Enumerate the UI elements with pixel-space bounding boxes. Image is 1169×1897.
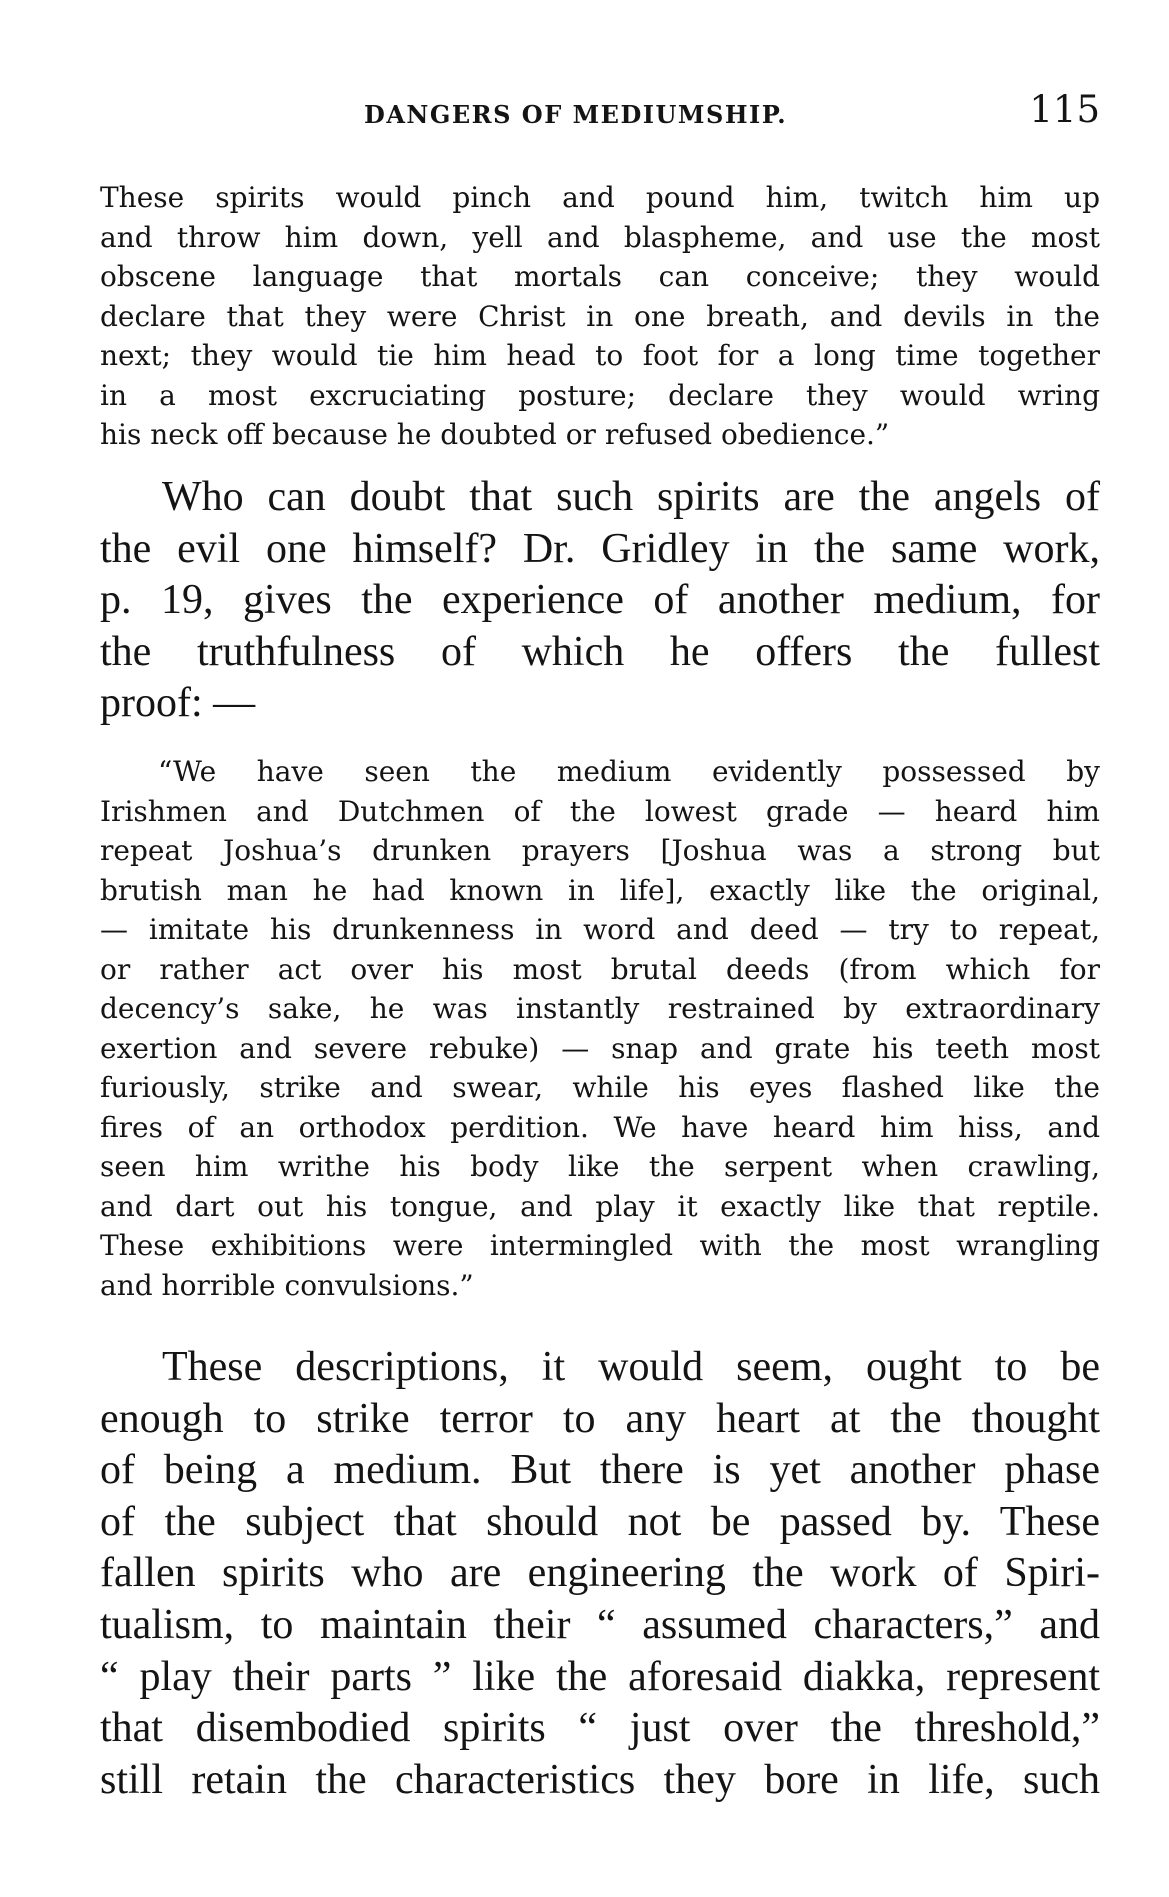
text-line: of being a medium. But there is yet another phase [100, 1447, 1100, 1494]
text-line: furiously, strike and swear, while his eyes flashed like the [100, 1071, 1100, 1104]
body-paragraph-1 [100, 472, 1100, 730]
block-quote-1 [100, 178, 1100, 455]
text-line: fires of an orthodox perdition. We have heard him hiss, and [100, 1110, 1100, 1144]
text-line: the truthfulness of which he offers the fullest [100, 628, 1100, 675]
text-line: p. 19, gives the experience of another medium, for [100, 577, 1100, 624]
text-line: exertion and severe rebuke) — snap and grate his teeth most [100, 1031, 1100, 1065]
text-line: Irishmen and Dutchmen of the lowest grade — heard him [100, 794, 1100, 828]
chapter-title: DANGERS OF MEDIUMSHIP. [364, 100, 788, 129]
text-line: that disembodied spirits “ just over the threshold,” [100, 1705, 1100, 1752]
text-line: “We have seen the medium evidently possessed by [158, 755, 1100, 788]
text-line: next; they would tie him head to foot for a long time together [100, 339, 1100, 372]
block-quote-2 [100, 752, 1100, 1305]
text-line: of the subject that should not be passed by. These [100, 1498, 1100, 1545]
text-line: tualism, to maintain their “ assumed characters,” and [100, 1601, 1100, 1648]
body-paragraph-2 [100, 1342, 1100, 1806]
page-number: 115 [1029, 88, 1100, 131]
text-line: fallen spirits who are engineering the work of Spiri- [100, 1550, 1100, 1597]
running-head [100, 88, 1100, 138]
text-line: brutish man he had known in life], exactly like the original, [100, 873, 1100, 907]
text-line: enough to strike terror to any heart at the thought [100, 1395, 1100, 1442]
text-line: proof: — [100, 680, 256, 727]
text-line: or rather act over his most brutal deeds (from which for [100, 952, 1100, 986]
text-line: These descriptions, it would seem, ought to be [162, 1344, 1100, 1390]
text-line: and dart out his tongue, and play it exactly like that reptile. [100, 1189, 1100, 1223]
text-line: repeat Joshua’s drunken prayers [Joshua was a strong but [100, 834, 1100, 867]
text-line: “ play their parts ” like the aforesaid diakka, represent [100, 1653, 1100, 1700]
text-line: and horrible convulsions.” [100, 1268, 474, 1302]
text-line: decency’s sake, he was instantly restrained by extraordinary [100, 992, 1100, 1025]
text-line: obscene language that mortals can conceive; they would [100, 260, 1100, 293]
text-line: the evil one himself? Dr. Gridley in the same work, [100, 525, 1100, 572]
text-line: declare that they were Christ in one breath, and devils in the [100, 299, 1100, 333]
text-line: seen him writhe his body like the serpent when crawling, [100, 1150, 1100, 1183]
text-line: These exhibitions were intermingled with the most wrangling [100, 1229, 1100, 1262]
text-line: his neck off because he doubted or refused obedience.” [100, 418, 890, 451]
text-line: in a most excruciating posture; declare they would wring [100, 378, 1100, 412]
text-line: still retain the characteristics they bore in life, such [100, 1756, 1100, 1803]
text-line: — imitate his drunkenness in word and deed — try to repeat, [100, 913, 1100, 946]
text-line: and throw him down, yell and blaspheme, and use the most [100, 220, 1100, 254]
text-line: These spirits would pinch and pound him, twitch him up [100, 181, 1100, 214]
text-line: Who can doubt that such spirits are the angels of [162, 474, 1100, 520]
